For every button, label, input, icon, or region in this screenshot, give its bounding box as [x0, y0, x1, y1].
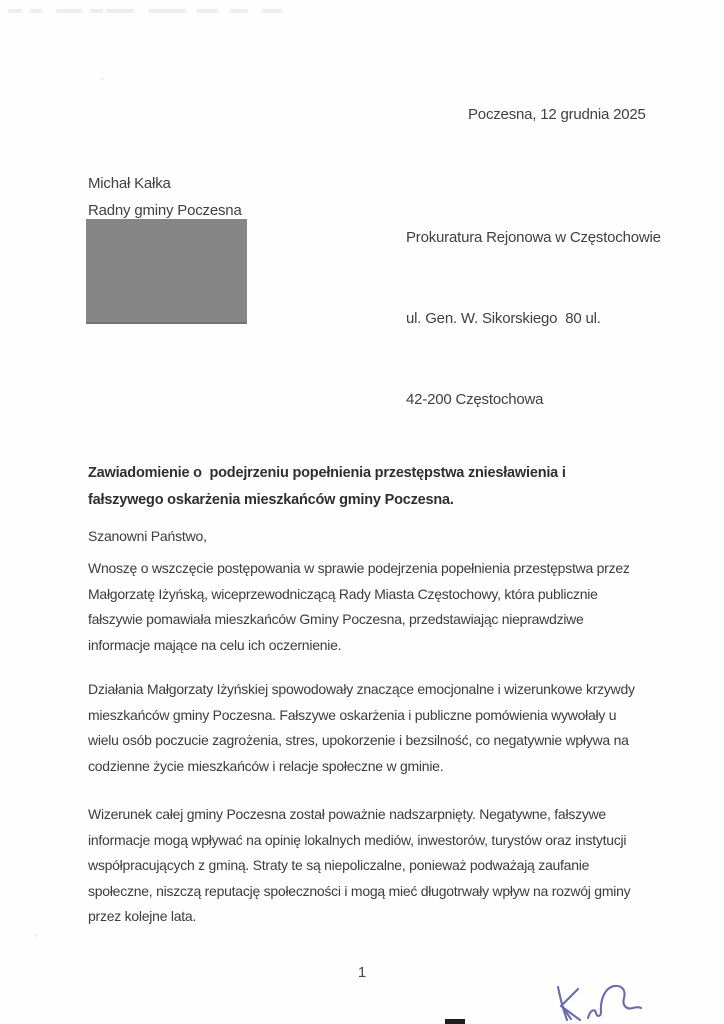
scan-artifact [8, 9, 22, 13]
redacted-region [86, 219, 247, 324]
sender-name: Michał Kałka [88, 175, 171, 192]
scan-artifact [262, 9, 282, 13]
body-paragraph: Działania Małgorzaty Iżyńskiej spowodowały znaczące emocjonalne i wizerunkowe krzywdy mieszkańców gminy Poczesna. Fałszywe oskarżenia i publiczne pomówienia wywołały u wielu osób poczucie zagrożenia, stres, upokorzenie i bezsilność, co negatywnie wpływa na codzienne życie mieszkańców i relacje społeczne w gminie. [88, 681, 635, 774]
body-paragraph: Wizerunek całej gminy Poczesna został poważnie nadszarpnięty. Negatywne, fałszywe informacje mogą wpływać na opinię lokalnych mediów, inwestorów, turystów oraz instytucji współpracujących z gminą. Straty te są niepoliczalne, ponieważ podważają zaufanie społeczne, niszczą reputację społeczności i mogą mieć długotrwały wpływ na rozwój gminy przez kolejne lata. [88, 806, 631, 924]
recipient-line: ul. Gen. W. Sikorskiego 80 ul. [406, 310, 601, 327]
scan-artifact [230, 9, 248, 13]
subject-heading: Zawiadomienie o podejrzeniu popełnienia przestępstwa zniesławienia i fałszywego oskarżenia mieszkańców gminy Poczesna. [88, 465, 570, 508]
scan-artifact [90, 9, 103, 13]
signature-handwritten [548, 979, 648, 1023]
scan-artifact-mark [445, 1019, 465, 1024]
signature-stroke [588, 986, 641, 1018]
scan-artifact [34, 934, 38, 937]
date-line: Poczesna, 12 grudnia 2025 [468, 106, 646, 123]
scan-artifact [106, 9, 134, 13]
salutation: Szanowni Państwo, [88, 528, 207, 544]
scan-artifact [196, 9, 218, 13]
signature-ink-icon [548, 979, 648, 1023]
scan-artifact [56, 9, 82, 13]
scan-artifact [30, 9, 42, 13]
recipient-line: 42-200 Częstochowa [406, 391, 544, 408]
recipient-line: Prokuratura Rejonowa w Częstochowie [406, 229, 661, 246]
page-number: 1 [357, 964, 367, 981]
signature-stroke [561, 989, 580, 1020]
sender-role: Radny gminy Poczesna [88, 202, 242, 219]
sender-block [88, 170, 242, 224]
body-paragraph: Wnoszę o wszczęcie postępowania w sprawie podejrzenia popełnienia przestępstwa przez Małgorzatę Iżyńską, wiceprzewodniczącą Rady Miasta Częstochowy, która publicznie fałszywie pomawiała mieszkańców Gminy Poczesna, przedstawiając nieprawdziwe informacje mające na celu ich oczernienie. [88, 560, 630, 653]
scan-artifact [148, 9, 186, 13]
scan-artifact [100, 77, 104, 80]
recipient-block [406, 170, 661, 467]
